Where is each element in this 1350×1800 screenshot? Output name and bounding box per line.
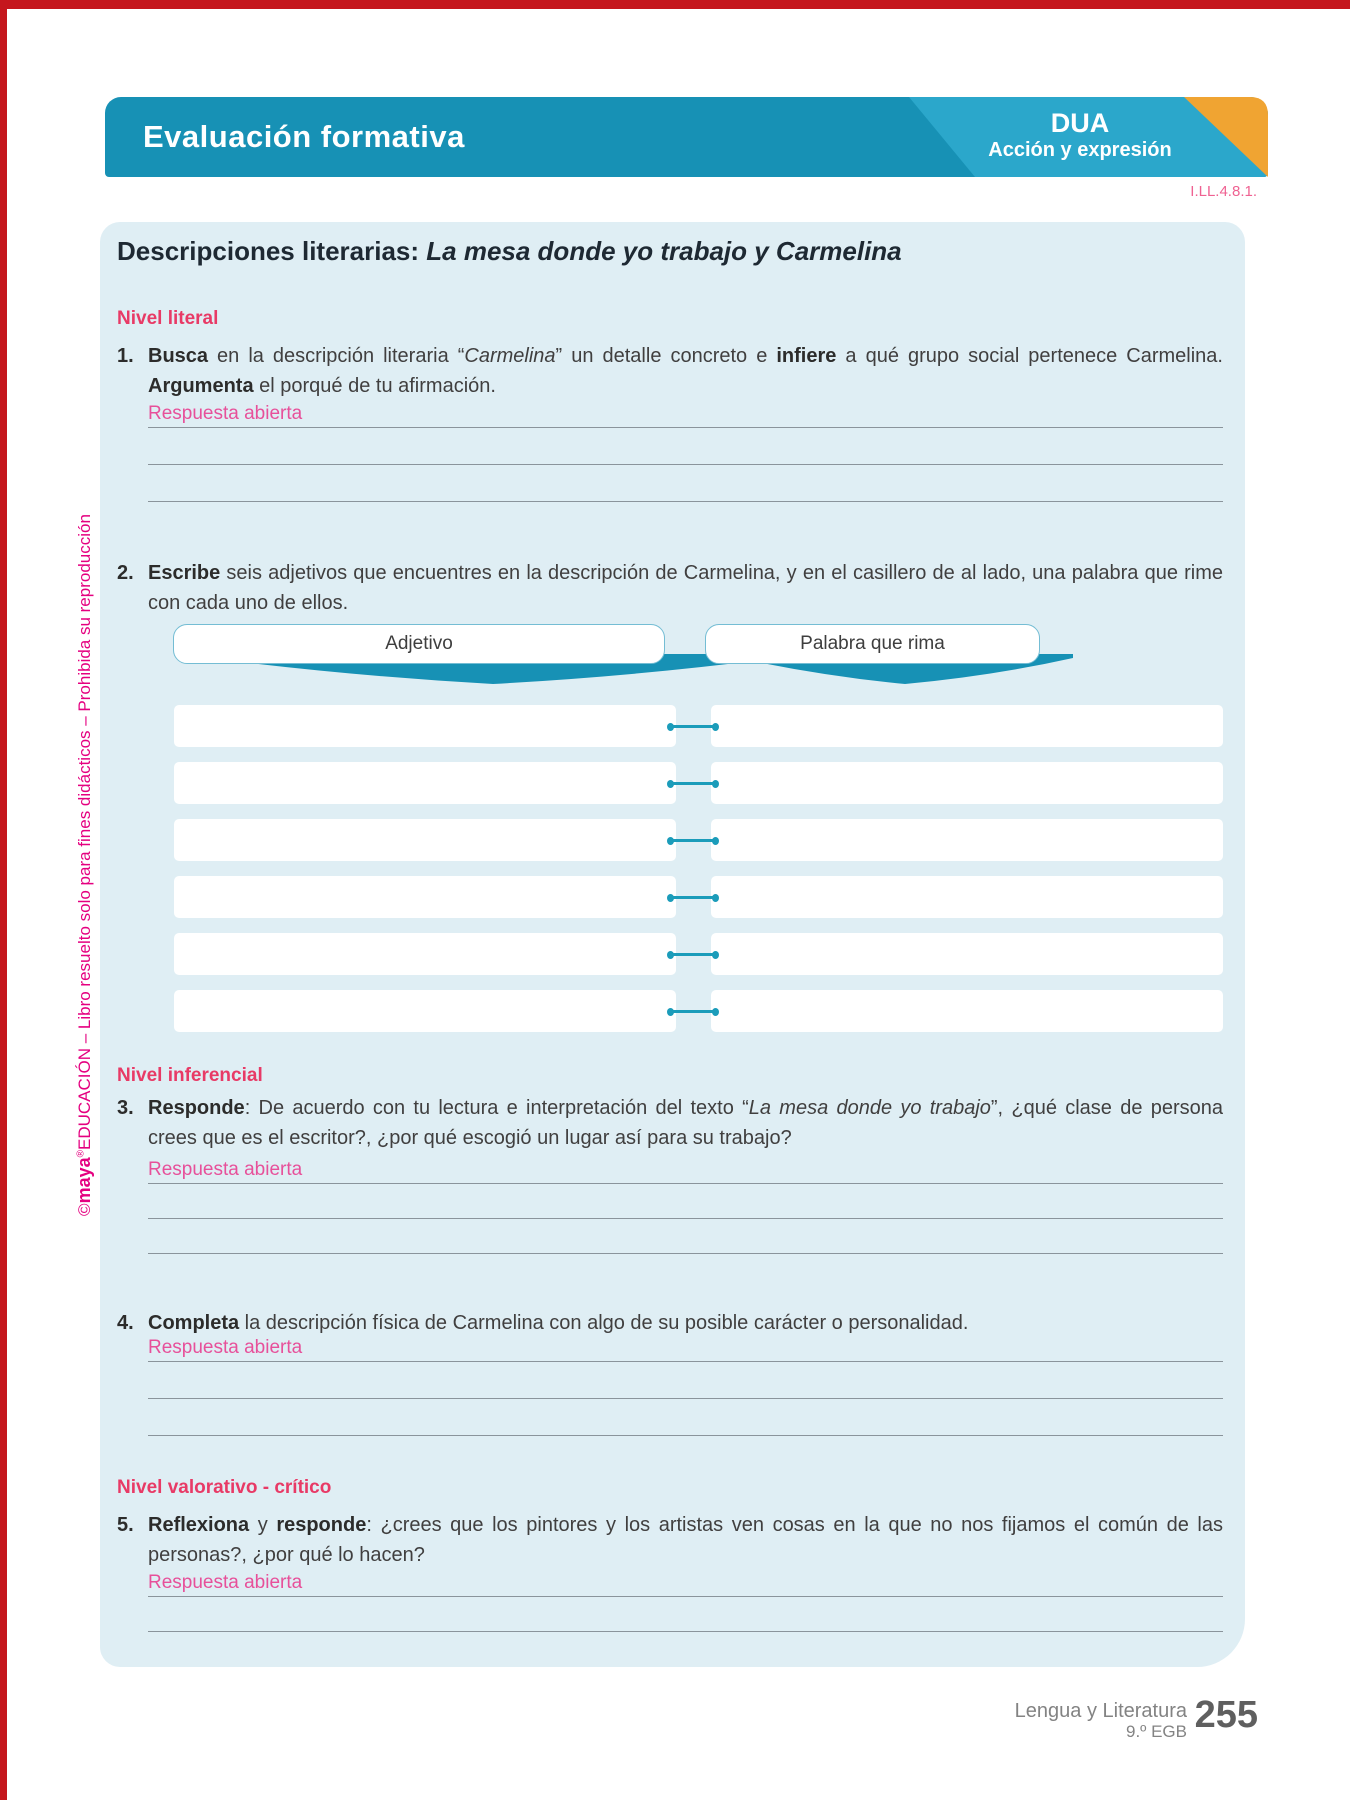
- column-header-adjective: Adjetivo: [173, 624, 665, 664]
- answer-line[interactable]: [148, 429, 1223, 465]
- adjective-cell[interactable]: [174, 819, 676, 861]
- page-border-left: [0, 0, 7, 1800]
- copyright-symbol: ©: [75, 1203, 94, 1216]
- answer-line[interactable]: [148, 466, 1223, 502]
- rhyme-cell[interactable]: [711, 705, 1223, 747]
- section-label-literal: Nivel literal: [117, 308, 219, 329]
- adjective-cell[interactable]: [174, 933, 676, 975]
- adjective-cell[interactable]: [174, 876, 676, 918]
- open-answer-label: Respuesta abierta: [148, 1159, 303, 1180]
- registered-mark: ®: [75, 1150, 87, 1158]
- rhyme-table: [100, 624, 1245, 1034]
- page-header-title: Evaluación formativa: [143, 119, 465, 154]
- question-2: [117, 558, 1223, 618]
- answer-line[interactable]: [148, 1326, 1223, 1362]
- question-4-number: 4.: [117, 1312, 134, 1334]
- answer-line[interactable]: [148, 392, 1223, 428]
- section-label-valorativo: Nivel valorativo - crítico: [117, 1477, 332, 1498]
- open-answer-label: Respuesta abierta: [148, 1572, 303, 1593]
- page-number: 255: [1194, 1694, 1258, 1736]
- header-band: [105, 97, 1268, 177]
- rhyme-cell[interactable]: [711, 933, 1223, 975]
- worksheet-title-italic: La mesa donde yo trabajo y Carmelina: [426, 236, 902, 266]
- rhyme-cell[interactable]: [711, 819, 1223, 861]
- dua-badge: [965, 108, 1195, 162]
- question-2-number: 2.: [117, 562, 134, 584]
- section-label-inferencial: Nivel inferencial: [117, 1065, 263, 1086]
- dua-subtitle: Acción y expresión: [988, 139, 1172, 161]
- adjective-cell[interactable]: [174, 705, 676, 747]
- brand-name: maya: [74, 1157, 94, 1204]
- row-connector: [670, 782, 716, 785]
- answer-line[interactable]: [148, 1596, 1223, 1632]
- question-3-number: 3.: [117, 1097, 134, 1119]
- copyright-notice: EDUCACIÓN – Libro resuelto solo para fines didácticos – Prohibida su reproducción: [75, 514, 94, 1150]
- question-3: [117, 1093, 1223, 1153]
- worksheet-panel: [100, 222, 1245, 1667]
- adjective-cell[interactable]: [174, 762, 676, 804]
- row-connector: [670, 725, 716, 728]
- page-border-top: [0, 0, 1350, 9]
- worksheet-title-plain: Descripciones literarias:: [117, 236, 427, 266]
- row-connector: [670, 839, 716, 842]
- rhyme-cell[interactable]: [711, 762, 1223, 804]
- question-1-number: 1.: [117, 345, 134, 367]
- row-connector: [670, 953, 716, 956]
- footer-subject: Lengua y Literatura: [1014, 1700, 1187, 1722]
- row-connector: [670, 896, 716, 899]
- answer-line[interactable]: [148, 1218, 1223, 1254]
- answer-line[interactable]: [148, 1363, 1223, 1399]
- rhyme-cell[interactable]: [711, 990, 1223, 1032]
- open-answer-label: Respuesta abierta: [148, 1337, 303, 1358]
- answer-line[interactable]: [148, 1400, 1223, 1436]
- copyright-vertical-text: [74, 415, 96, 1315]
- header-corner-triangle: [1184, 97, 1268, 177]
- question-5-number: 5.: [117, 1514, 134, 1536]
- open-answer-label: Respuesta abierta: [148, 403, 303, 424]
- worksheet-title: [117, 236, 902, 267]
- question-5-text: Reflexiona y responde: ¿crees que los pintores y los artistas ven cosas en la que no nos fijamos el común de las personas?, ¿por qué lo hacen?: [148, 1514, 1223, 1566]
- standard-code: I.LL.4.8.1.: [1190, 183, 1257, 200]
- question-2-text: Escribe seis adjetivos que encuentres en la descripción de Carmelina, y en el casillero de al lado, una palabra que rime con cada uno de ellos.: [148, 562, 1223, 614]
- column-header-rhyme: Palabra que rima: [705, 624, 1040, 664]
- footer-subject-block: [1015, 1701, 1187, 1741]
- answer-line[interactable]: [148, 1561, 1223, 1597]
- rhyme-cell[interactable]: [711, 876, 1223, 918]
- answer-line[interactable]: [148, 1183, 1223, 1219]
- question-4-text: Completa la descripción física de Carmelina con algo de su posible carácter o personalidad.: [148, 1312, 969, 1334]
- dua-title: DUA: [1050, 108, 1110, 138]
- row-connector: [670, 1010, 716, 1013]
- footer-grade: 9.º EGB: [1125, 1722, 1187, 1741]
- question-3-text: Responde: De acuerdo con tu lectura e interpretación del texto “La mesa donde yo trabajo”, ¿qué clase de persona crees que es el escritor?, ¿por qué escogió un lugar así para su trabajo?: [148, 1097, 1223, 1149]
- answer-line[interactable]: [148, 1148, 1223, 1184]
- adjective-cell[interactable]: [174, 990, 676, 1032]
- question-1-text: Busca en la descripción literaria “Carmelina” un detalle concreto e infiere a qué grupo social pertenece Carmelina. Argumenta el porqué de tu afirmación.: [148, 345, 1223, 397]
